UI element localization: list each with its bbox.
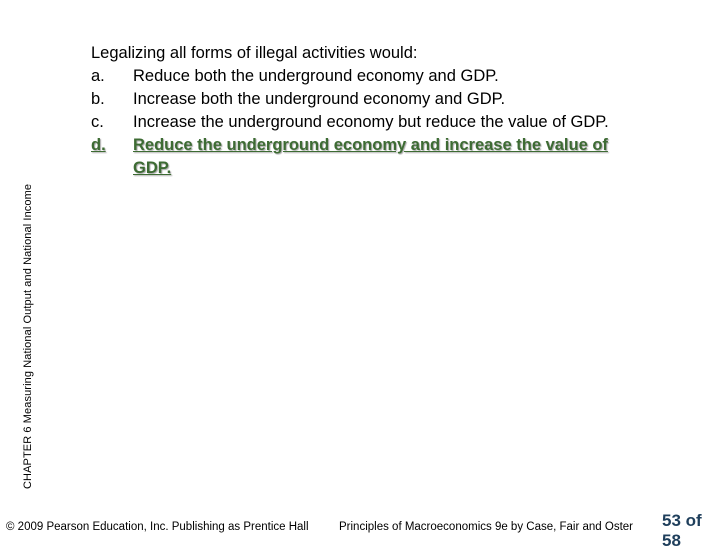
option-letter: a. — [91, 67, 105, 85]
copyright-notice: © 2009 Pearson Education, Inc. Publishing as Prentice Hall — [6, 521, 309, 533]
option-a — [91, 65, 621, 88]
chapter-label: CHAPTER 6 Measuring National Output and National Income — [22, 183, 34, 489]
option-letter: b. — [91, 90, 105, 108]
option-b — [91, 88, 621, 111]
option-text: Reduce both the underground economy and GDP. — [133, 67, 499, 85]
book-title: Principles of Macroeconomics 9e by Case, Fair and Oster — [339, 521, 634, 533]
option-letter: d. — [91, 136, 106, 154]
question-block — [91, 42, 621, 180]
option-text: Increase both the underground economy and GDP. — [133, 90, 506, 108]
option-text: Increase the underground economy but reduce the value of GDP. — [133, 113, 609, 131]
page-number: 53 of 58 — [662, 511, 702, 550]
option-letter: c. — [91, 113, 104, 131]
option-d-correct-answer — [91, 134, 621, 180]
option-c — [91, 111, 621, 134]
option-text: Reduce the underground economy and increase the value of GDP. — [133, 136, 608, 177]
question-text: Legalizing all forms of illegal activities would: — [91, 44, 418, 62]
